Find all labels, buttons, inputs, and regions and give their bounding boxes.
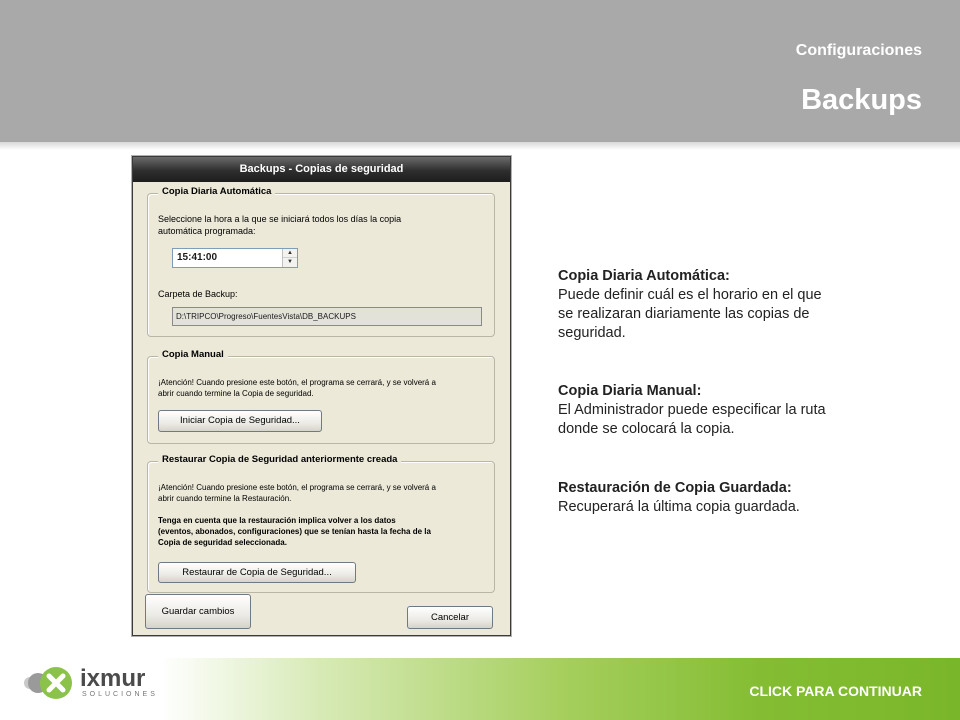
restore-note-line1: Tenga en cuenta que la restauración implica volver a los datos (158, 516, 396, 525)
restore-note-line2: (eventos, abonados, configuraciones) que se tenían hasta la fecha de la (158, 527, 431, 536)
backup-folder-label: Carpeta de Backup: (158, 289, 238, 299)
info-auto (558, 267, 838, 343)
manual-backup-group (147, 349, 495, 444)
info-manual (558, 382, 838, 439)
page-title: Backups (801, 84, 922, 116)
spin-down-arrow-icon[interactable]: ▼ (287, 259, 293, 265)
info-restore-body: Recuperará la última copia guardada. (558, 499, 800, 515)
cancel-button[interactable]: Cancelar (407, 606, 493, 629)
info-auto-body: Puede definir cuál es el horario en el que se realizaran diariamente las copias de seguridad. (558, 287, 822, 341)
auto-instruction-line2: automática programada: (158, 226, 256, 236)
backup-time-value: 15:41:00 (177, 252, 218, 263)
continue-link[interactable]: CLICK PARA CONTINUAR (749, 683, 922, 699)
section-label: Configuraciones (795, 42, 922, 59)
logo-wordmark: ixmur (80, 665, 146, 692)
info-restore (558, 479, 838, 517)
start-backup-button[interactable]: Iniciar Copia de Seguridad... (158, 410, 322, 432)
manual-warning-line1: ¡Atención! Cuando presione este botón, el programa se cerrará, y se volverá a (158, 378, 436, 387)
spin-up-arrow-icon[interactable]: ▲ (283, 249, 297, 258)
restore-warning-line2: abrir cuando termine la Restauración. (158, 494, 292, 503)
backups-dialog (132, 156, 511, 636)
restore-warning-line1: ¡Atención! Cuando presione este botón, el programa se cerrará, y se volverá a (158, 483, 436, 492)
backup-time-input[interactable] (172, 248, 298, 268)
backup-folder-path[interactable]: D:\TRIPCO\Progreso\FuentesVista\DB_BACKUPS (172, 307, 482, 326)
restore-backup-group (147, 454, 495, 593)
auto-instruction-line1: Seleccione la hora a la que se iniciará todos los días la copia (158, 214, 402, 224)
manual-backup-legend: Copia Manual (158, 349, 228, 360)
info-restore-heading: Restauración de Copia Guardada: (558, 480, 792, 496)
info-manual-body: El Administrador puede especificar la ruta donde se colocará la copia. (558, 402, 826, 437)
manual-warning-line2: abrir cuando termine la Copia de seguridad. (158, 389, 314, 398)
info-manual-heading: Copia Diaria Manual: (558, 383, 702, 399)
restore-backup-legend: Restaurar Copia de Seguridad anteriormente creada (158, 454, 401, 465)
header-divider (0, 142, 960, 150)
ixmur-logo (22, 663, 172, 703)
time-spinner (282, 249, 297, 267)
restore-note-line3: Copia de seguridad seleccionada. (158, 538, 287, 547)
logo-subtitle: SOLUCIONES (82, 691, 158, 698)
auto-backup-legend: Copia Diaria Automática (158, 186, 275, 197)
info-auto-heading: Copia Diaria Automática: (558, 268, 730, 284)
header-band (0, 0, 960, 142)
save-changes-button[interactable]: Guardar cambios (145, 594, 251, 629)
ixmur-logo-icon (22, 663, 76, 703)
auto-backup-group (147, 186, 495, 337)
restore-backup-button[interactable]: Restaurar de Copia de Seguridad... (158, 562, 356, 583)
dialog-titlebar: Backups - Copias de seguridad (133, 157, 510, 182)
